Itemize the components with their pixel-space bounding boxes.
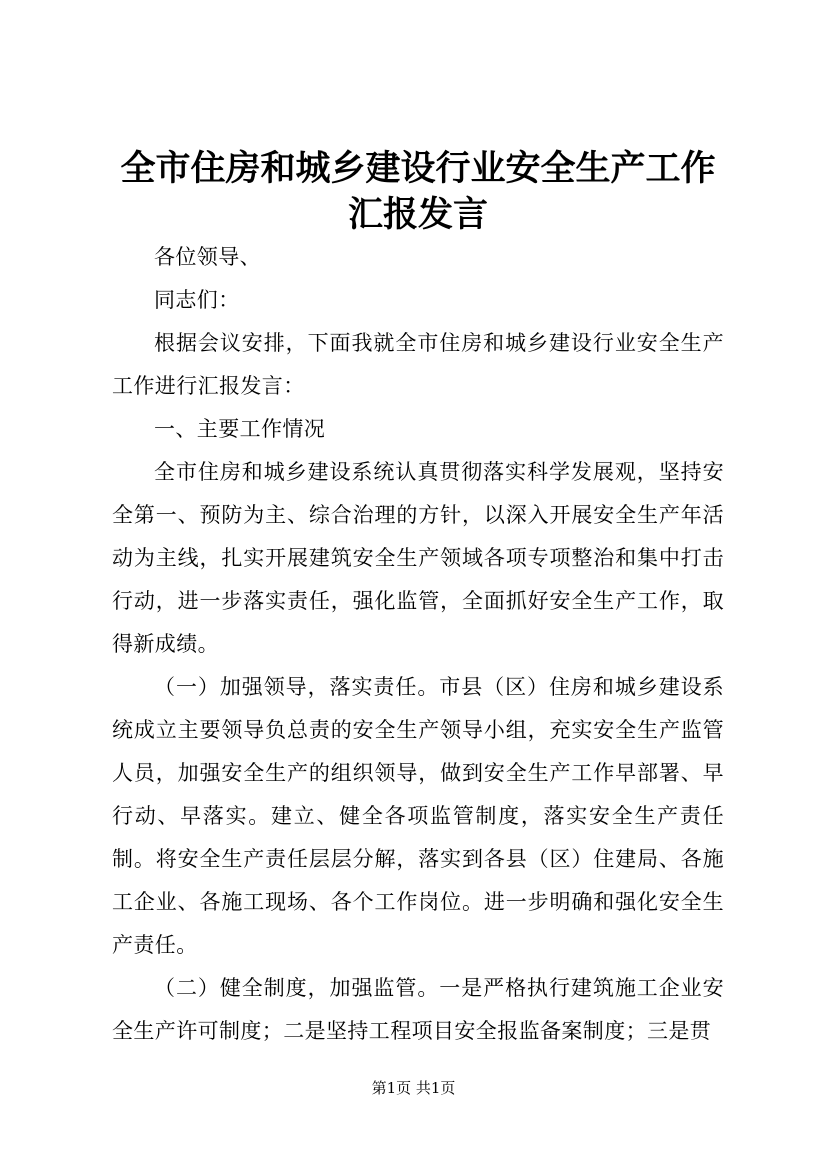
page-footer: 第1页 共1页: [371, 1079, 456, 1097]
document-title: 全市住房和城乡建设行业安全生产工作汇报发言: [120, 148, 716, 235]
salutation-comrades: 同志们：: [154, 288, 240, 312]
overview-paragraph: 全市住房和城乡建设系统认真贯彻落实科学发展观，坚持安全第一、预防为主、综合治理的方针，以深入开展安全生产年活动为主线，扎实开展建筑安全生产领域各项专项整治和集中打击行动，进一步落实责任，强化监管，全面抓好安全生产工作，取得新成绩。: [112, 460, 724, 656]
intro-paragraph: 根据会议安排，下面我就全市住房和城乡建设行业安全生产工作进行汇报发言：: [112, 331, 724, 398]
section-heading-main-work: 一、主要工作情况: [154, 417, 326, 441]
salutation-leaders: 各位领导、: [154, 245, 261, 269]
item-one-paragraph: （一）加强领导，落实责任。市县（区）住房和城乡建设系统成立主要领导负总责的安全生产领导小组，充实安全生产监管人员，加强安全生产的组织领导，做到安全生产工作早部署、早行动、早落实。建立、健全各项监管制度，落实安全生产责任制。将安全生产责任层层分解，落实到各县（区）住建局、各施工企业、各施工现场、各个工作岗位。进一步明确和强化安全生产责任。: [112, 675, 724, 957]
item-two-paragraph: （二）健全制度，加强监管。一是严格执行建筑施工企业安全生产许可制度；二是坚持工程项目安全报监备案制度；三是贯: [112, 976, 724, 1043]
document-body: [112, 236, 724, 1053]
